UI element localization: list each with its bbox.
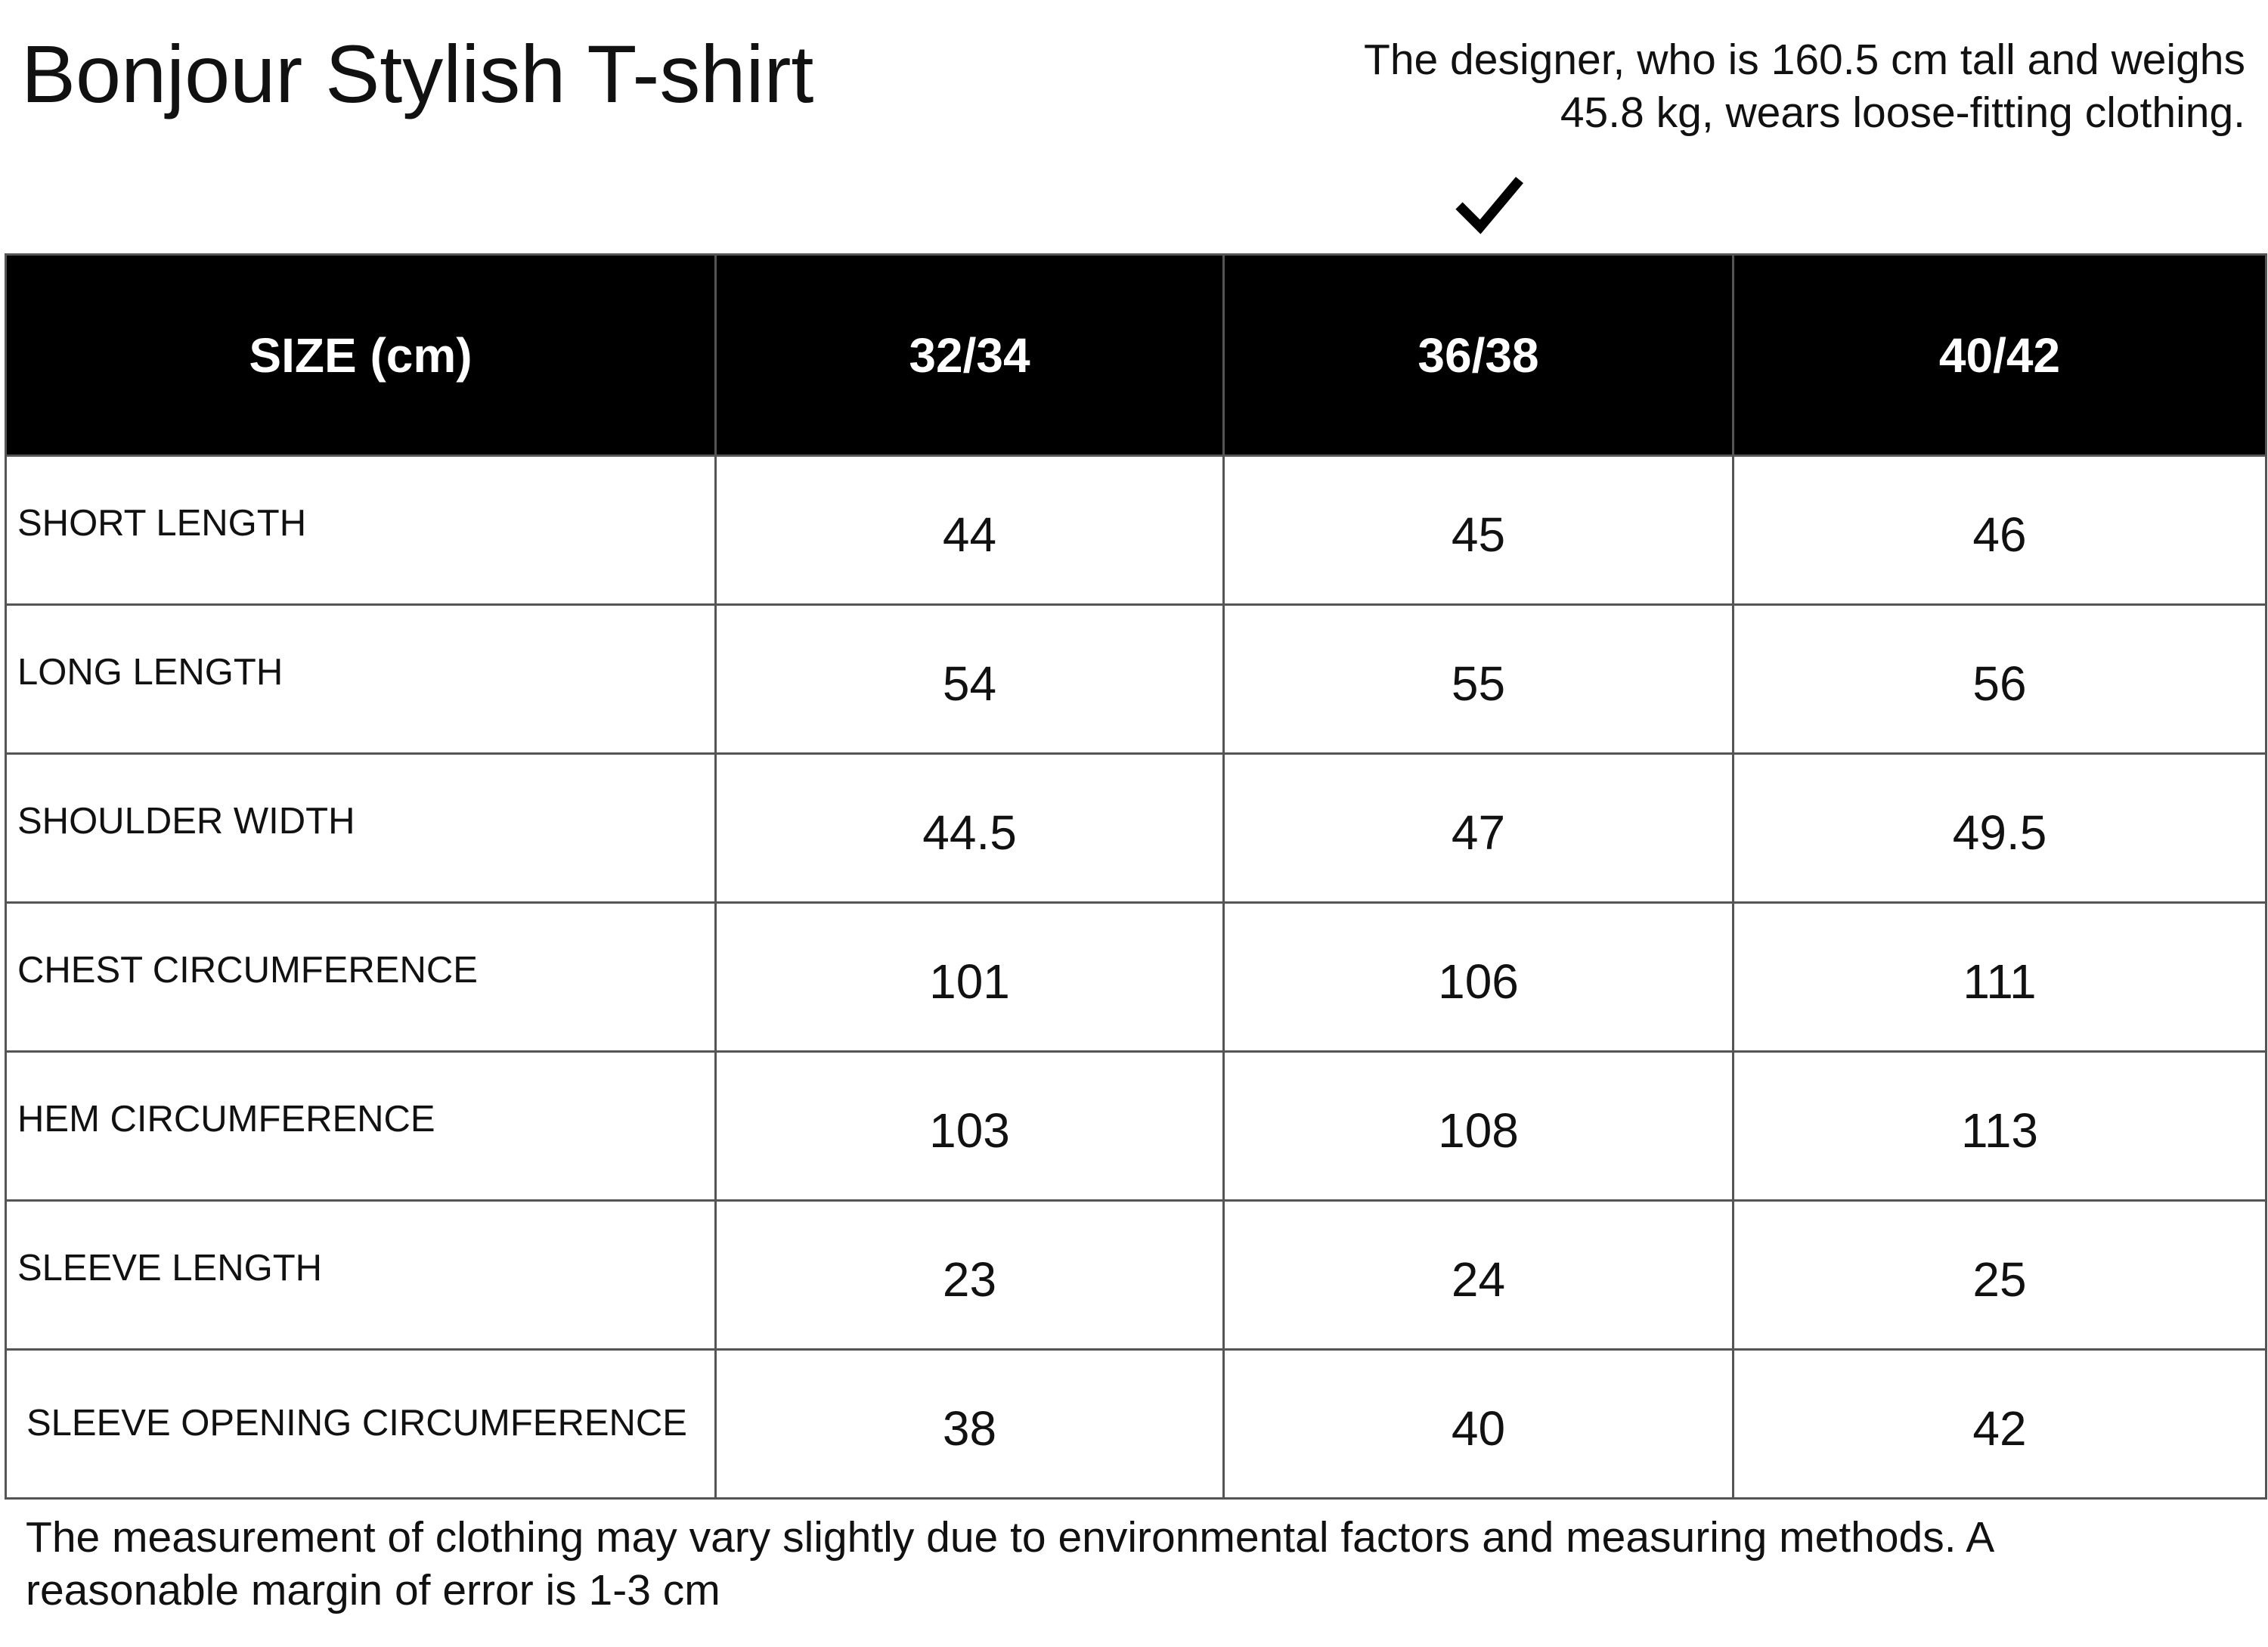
table-cell: 113 [1734, 1052, 2266, 1201]
row-label: SHOULDER WIDTH [6, 754, 716, 903]
header-size-40-42: 40/42 [1734, 255, 2266, 456]
header-size-36-38: 36/38 [1224, 255, 1734, 456]
header-size-label: SIZE (cm) [6, 255, 716, 456]
row-label: HEM CIRCUMFERENCE [6, 1052, 716, 1201]
table-cell: 45 [1224, 456, 1734, 605]
header-size-32-34: 32/34 [716, 255, 1224, 456]
table-row [6, 754, 2266, 903]
designer-note-line-2: 45.8 kg, wears loose-fitting clothing. [1560, 88, 2245, 137]
table-cell: 40 [1224, 1350, 1734, 1499]
row-label: SLEEVE OPENING CIRCUMFERENCE [6, 1350, 716, 1499]
table-row [6, 605, 2266, 754]
row-label: LONG LENGTH [6, 605, 716, 754]
row-label: CHEST CIRCUMFERENCE [6, 903, 716, 1052]
designer-note-line-1: The designer, who is 160.5 cm tall and weighs [1364, 36, 2245, 84]
table-cell: 44 [716, 456, 1224, 605]
table-row [6, 1052, 2266, 1201]
table-cell: 49.5 [1734, 754, 2266, 903]
page-title: Bonjour Stylish T-shirt [21, 28, 814, 119]
table-cell: 24 [1224, 1201, 1734, 1350]
designer-note [1364, 33, 2245, 139]
table-cell: 111 [1734, 903, 2266, 1052]
table-row [6, 456, 2266, 605]
table-header-row [6, 255, 2266, 456]
table-cell: 42 [1734, 1350, 2266, 1499]
table-row [6, 1201, 2266, 1350]
size-chart-table [5, 253, 2267, 1500]
table-cell: 108 [1224, 1052, 1734, 1201]
table-cell: 56 [1734, 605, 2266, 754]
table-cell: 38 [716, 1350, 1224, 1499]
measurement-disclaimer [26, 1511, 2218, 1617]
table-cell: 23 [716, 1201, 1224, 1350]
table-cell: 44.5 [716, 754, 1224, 903]
table-row [6, 903, 2266, 1052]
table-cell: 54 [716, 605, 1224, 754]
table-cell: 106 [1224, 903, 1734, 1052]
table-cell: 25 [1734, 1201, 2266, 1350]
disclaimer-line-2: reasonable margin of error is 1-3 cm [26, 1566, 720, 1614]
table-row [6, 1350, 2266, 1499]
table-cell: 101 [716, 903, 1224, 1052]
table-cell: 47 [1224, 754, 1734, 903]
checkmark-icon [1455, 174, 1524, 234]
disclaimer-line-1: The measurement of clothing may vary slightly due to environmental factors and measuring methods. A [26, 1513, 1995, 1562]
table-cell: 55 [1224, 605, 1734, 754]
row-label: SHORT LENGTH [6, 456, 716, 605]
table-cell: 103 [716, 1052, 1224, 1201]
row-label: SLEEVE LENGTH [6, 1201, 716, 1350]
table-cell: 46 [1734, 456, 2266, 605]
